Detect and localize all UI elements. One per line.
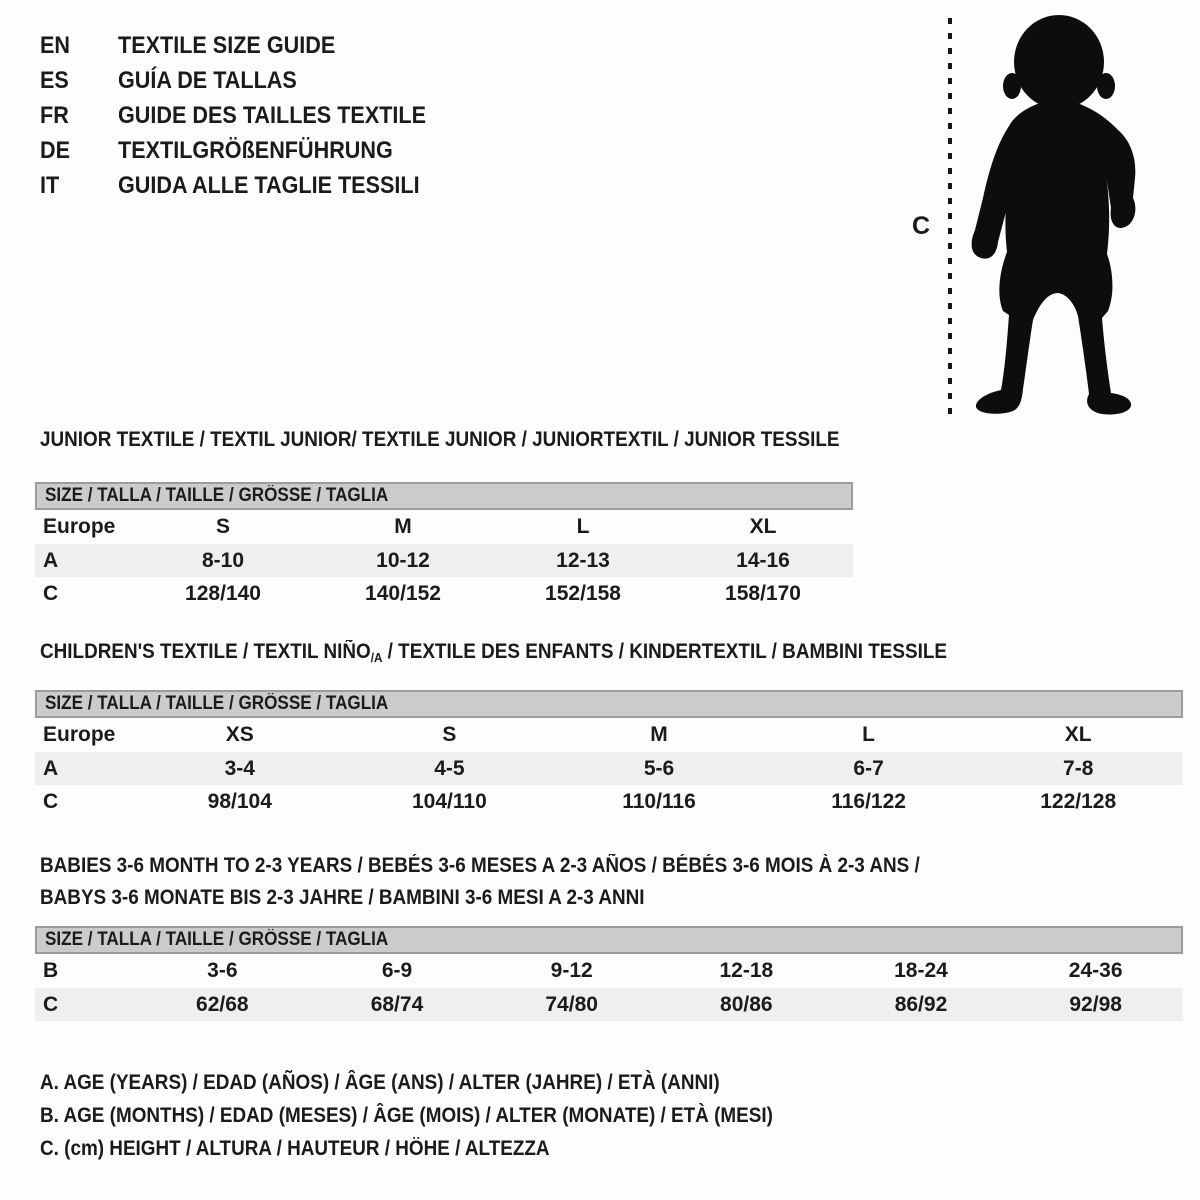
children-section-title-text <box>40 640 947 665</box>
language-title: TEXTILGRÖßENFÜHRUNG <box>118 136 393 164</box>
children-row-europe <box>35 718 1183 752</box>
size-value: XL <box>1064 723 1092 746</box>
language-code-text: IT <box>40 171 60 199</box>
height-value: 86/92 <box>894 992 948 1016</box>
language-code-text: ES <box>40 66 69 94</box>
language-row-it <box>40 168 460 203</box>
size-value: XL <box>749 515 777 538</box>
children-row-age <box>35 752 1183 785</box>
babies-table-size-header <box>35 926 1183 954</box>
height-value: 122/128 <box>1040 789 1117 813</box>
legend-line-b-text: B. AGE (MONTHS) / EDAD (MESES) / ÂGE (MOIS) / ALTER (MONATE) / ETÀ (MESI) <box>40 1104 773 1127</box>
age-value: 5-6 <box>643 756 675 780</box>
height-value: 80/86 <box>720 992 773 1016</box>
height-value: 116/122 <box>831 789 906 813</box>
size-value: XS <box>225 723 254 746</box>
children-size-table <box>35 690 1183 818</box>
age-value: 6-7 <box>853 756 884 780</box>
months-value: 9-12 <box>550 959 593 982</box>
row-label: Europe <box>43 515 116 538</box>
months-value: 24-36 <box>1068 959 1123 982</box>
junior-table-size-header-text: SIZE / TALLA / TAILLE / GRÖSSE / TAGLIA <box>45 485 389 506</box>
row-label: A <box>43 756 59 780</box>
legend-line-c-text: C. (cm) HEIGHT / ALTURA / HAUTEUR / HÖHE / ALTEZZA <box>40 1137 550 1160</box>
language-title: GUIDE DES TAILLES TEXTILE <box>118 101 427 129</box>
row-label: A <box>43 548 59 572</box>
legend-line-c <box>40 1132 854 1165</box>
junior-row-age <box>35 544 853 577</box>
height-value: 92/98 <box>1069 992 1122 1016</box>
height-value: 110/116 <box>622 789 696 813</box>
age-value: 10-12 <box>376 548 430 572</box>
row-label: C <box>43 581 59 605</box>
age-value: 3-4 <box>224 756 255 780</box>
junior-row-europe <box>35 510 853 544</box>
children-table-size-header <box>35 690 1183 718</box>
language-title: GUÍA DE TALLAS <box>118 66 297 94</box>
months-value: 3-6 <box>207 959 238 982</box>
height-value: 128/140 <box>185 581 261 605</box>
babies-section-title <box>40 850 1018 914</box>
size-value: M <box>394 515 412 538</box>
babies-table-size-header-text: SIZE / TALLA / TAILLE / GRÖSSE / TAGLIA <box>45 929 389 950</box>
legend-line-b <box>40 1099 854 1132</box>
height-measure-label: C <box>912 212 931 240</box>
children-title-subscript: /A <box>370 650 383 665</box>
babies-title-line2: BABYS 3-6 MONATE BIS 2-3 JAHRE / BAMBINI 3-6 MESI A 2-3 ANNI <box>40 886 645 909</box>
age-value: 12-13 <box>556 548 610 572</box>
legend-line-a-text: A. AGE (YEARS) / EDAD (AÑOS) / ÂGE (ANS) / ALTER (JAHRE) / ETÀ (ANNI) <box>40 1071 720 1094</box>
language-title: GUIDA ALLE TAGLIE TESSILI <box>118 171 420 199</box>
language-row-en <box>40 28 460 63</box>
babies-size-table <box>35 926 1183 1021</box>
babies-title-line1: BABIES 3-6 MONTH TO 2-3 YEARS / BEBÉS 3-6 MESES A 2-3 AÑOS / BÉBÉS 3-6 MOIS À 2-3 ANS / <box>40 854 920 877</box>
row-label: C <box>43 992 59 1016</box>
junior-table-size-header <box>35 482 853 510</box>
language-code-text: EN <box>40 31 71 59</box>
legend-line-a <box>40 1066 854 1099</box>
language-title: TEXTILE SIZE GUIDE <box>118 31 336 59</box>
language-code-text: FR <box>40 101 69 129</box>
size-value: L <box>862 723 875 746</box>
language-code <box>40 102 118 130</box>
height-dashed-line <box>948 18 952 416</box>
junior-size-table <box>35 482 853 610</box>
height-value: 152/158 <box>545 581 621 605</box>
language-row-de <box>40 133 460 168</box>
children-title-suffix: / TEXTILE DES ENFANTS / KINDERTEXTIL / BAMBINI TESSILE <box>382 640 948 663</box>
language-code-text: DE <box>40 136 71 164</box>
row-label: Europe <box>43 723 116 746</box>
toddler-silhouette-icon <box>962 12 1144 418</box>
language-code <box>40 67 118 95</box>
children-section-title <box>40 640 1048 665</box>
height-value: 158/170 <box>725 581 801 605</box>
age-value: 8-10 <box>201 548 245 572</box>
size-value: S <box>442 723 457 746</box>
age-value: 7-8 <box>1063 756 1094 780</box>
language-code <box>40 137 118 165</box>
height-value: 98/104 <box>207 789 272 813</box>
height-value: 140/152 <box>365 581 441 605</box>
row-label: B <box>43 959 59 982</box>
height-value: 74/80 <box>545 992 598 1016</box>
age-value: 14-16 <box>736 548 790 572</box>
children-title-prefix: CHILDREN'S TEXTILE / TEXTIL NIÑO <box>40 640 371 663</box>
language-title-list <box>40 28 460 203</box>
language-code <box>40 32 118 60</box>
row-label: C <box>43 789 59 813</box>
height-value: 68/74 <box>370 992 424 1016</box>
size-value: M <box>650 723 668 746</box>
language-row-es <box>40 63 460 98</box>
junior-section-title-text: JUNIOR TEXTILE / TEXTIL JUNIOR/ TEXTILE JUNIOR / JUNIORTEXTIL / JUNIOR TESSILE <box>40 428 840 451</box>
size-value: S <box>215 515 230 538</box>
height-value: 62/68 <box>196 992 249 1016</box>
babies-row-height <box>35 988 1183 1021</box>
months-value: 12-18 <box>719 959 774 982</box>
months-value: 18-24 <box>894 959 948 982</box>
size-value: L <box>576 515 590 538</box>
age-value: 4-5 <box>434 756 465 780</box>
junior-section-title <box>40 428 928 452</box>
height-value: 104/110 <box>412 789 487 813</box>
months-value: 6-9 <box>381 959 413 982</box>
language-row-fr <box>40 98 460 133</box>
children-row-height <box>35 785 1183 818</box>
junior-row-height <box>35 577 853 610</box>
children-table-size-header-text: SIZE / TALLA / TAILLE / GRÖSSE / TAGLIA <box>45 693 389 714</box>
measurement-legend <box>40 1066 854 1165</box>
language-code <box>40 172 118 200</box>
babies-row-months <box>35 954 1183 988</box>
